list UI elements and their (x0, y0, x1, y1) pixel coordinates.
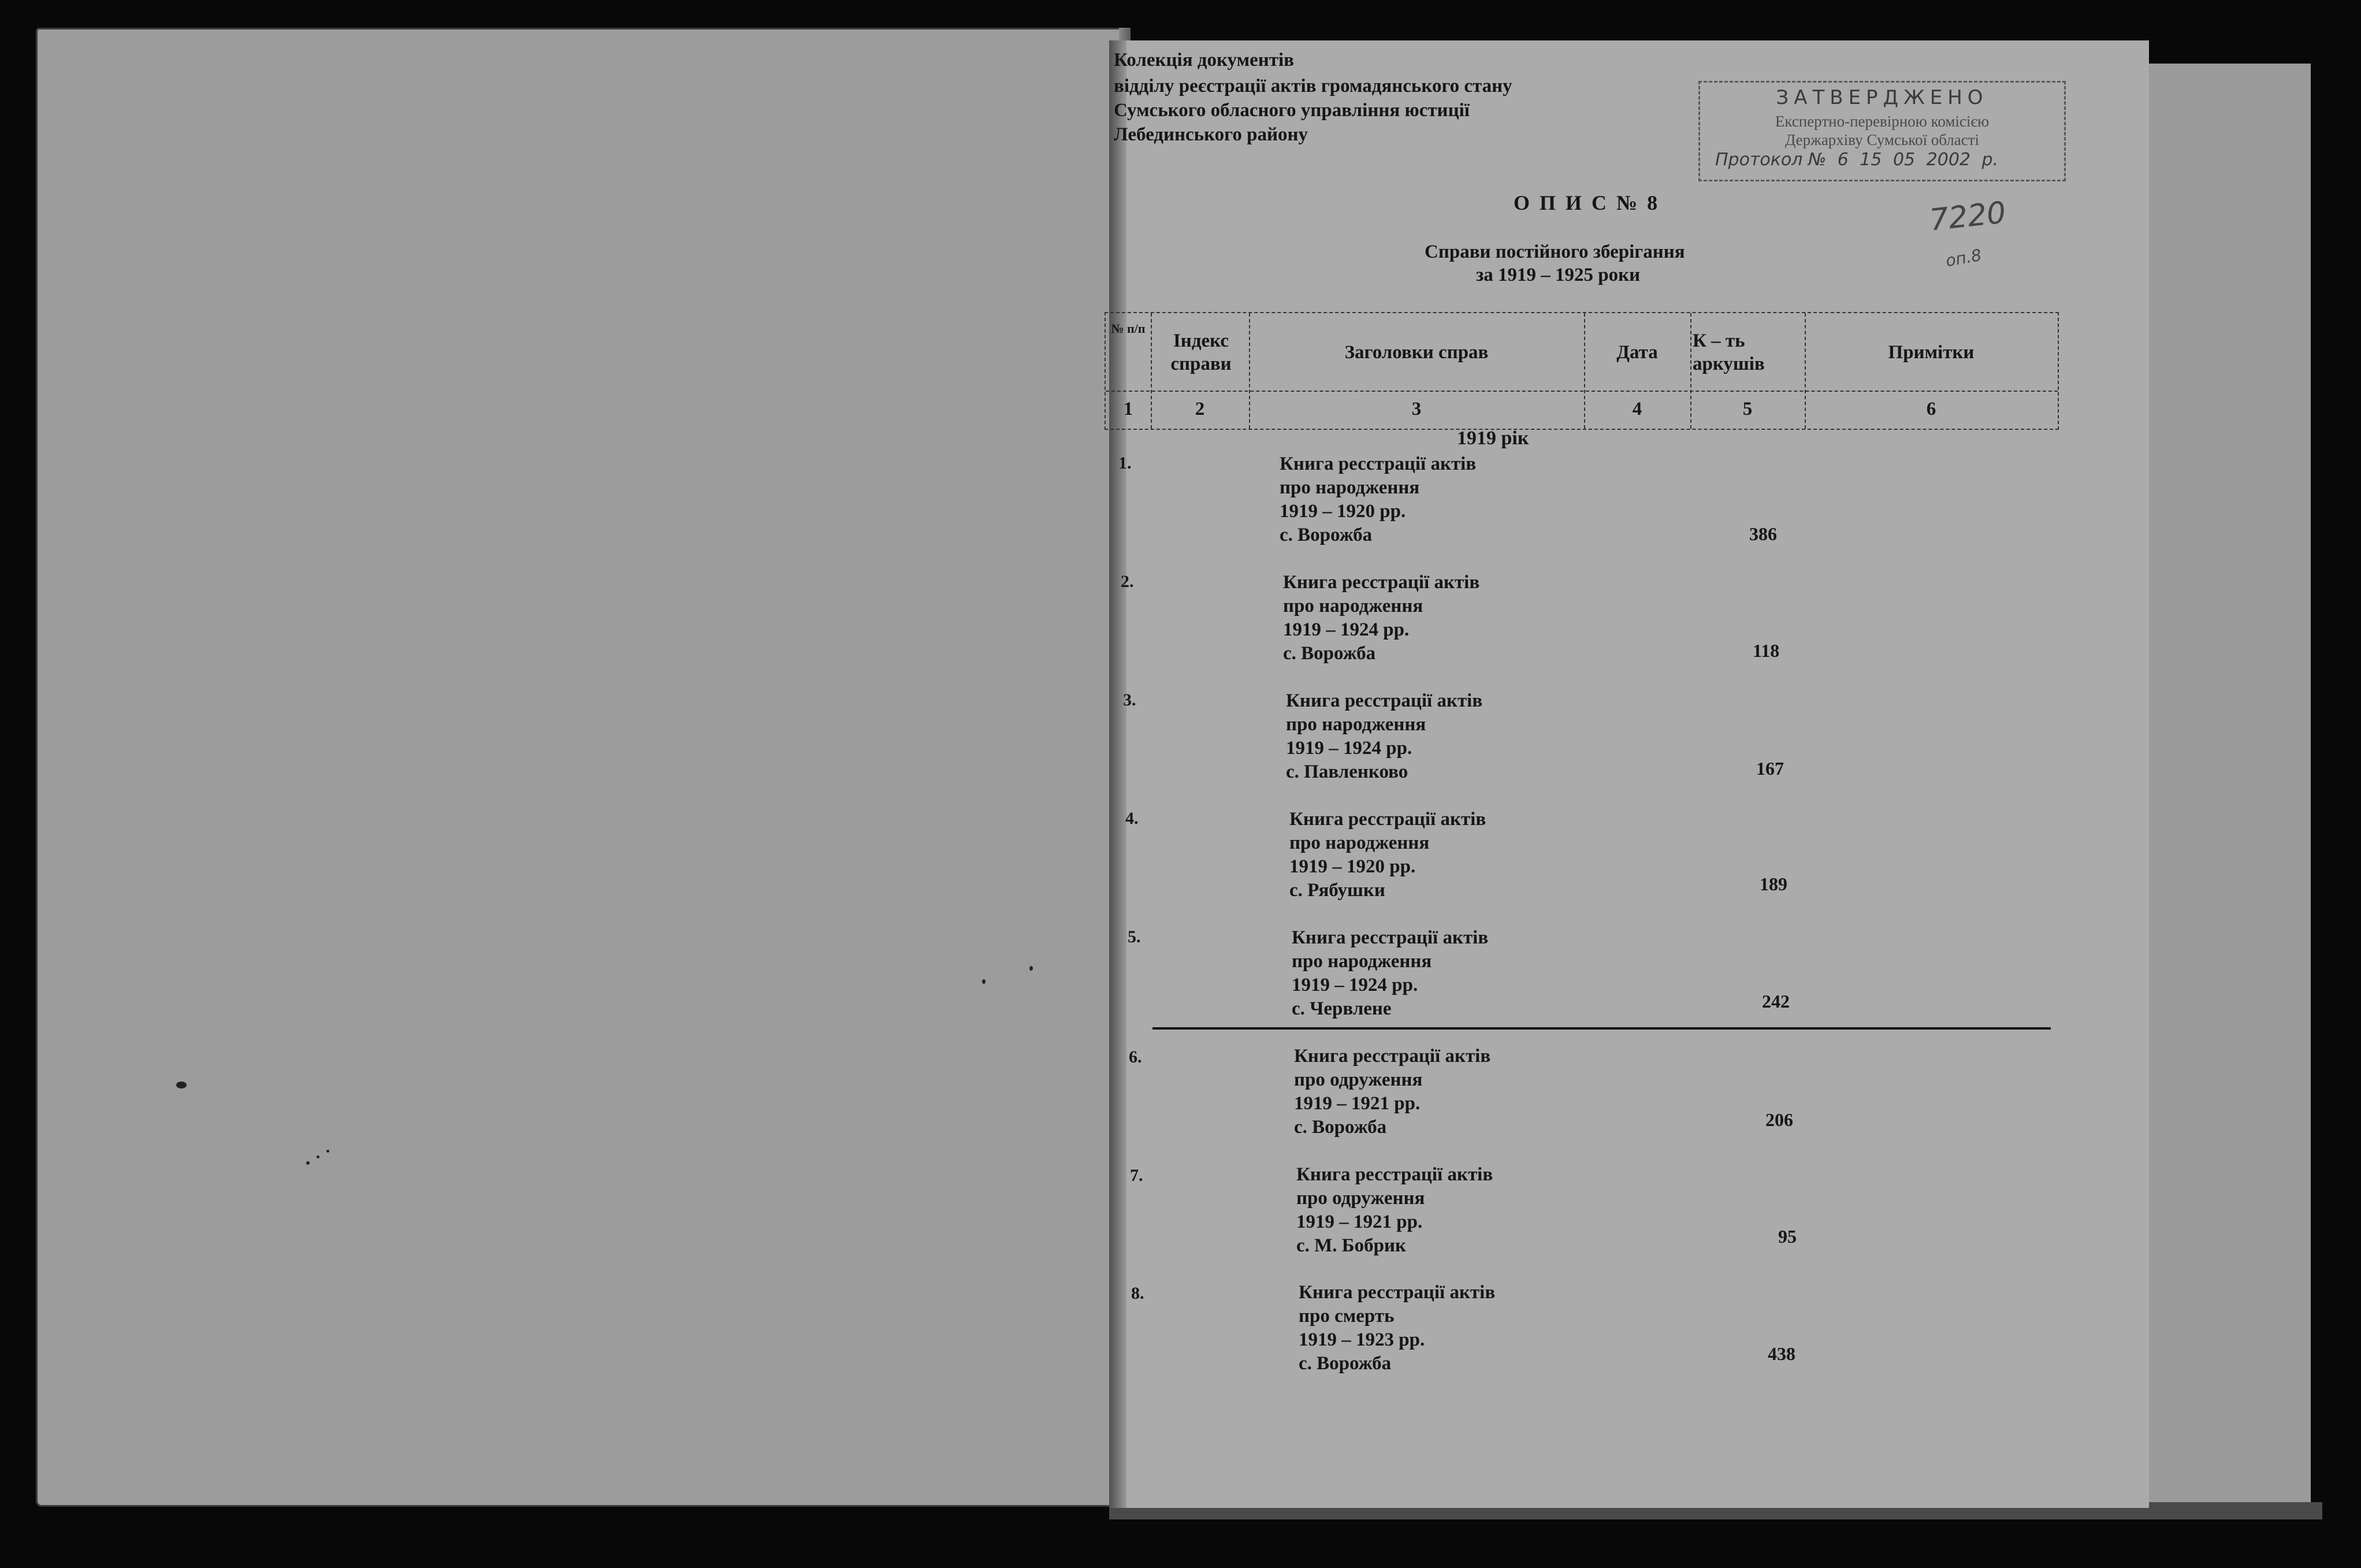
entry-sheets: 167 (1756, 758, 1784, 779)
col-header-title: Заголовки справ (1344, 342, 1489, 363)
entry-number: 8. (1131, 1284, 1144, 1303)
cover-speck (306, 1161, 310, 1165)
col-header-no: № п/п (1111, 321, 1146, 336)
entry-title-line-4: с. Рябушки (1289, 880, 1385, 901)
entry-title-line-1: Книга ресстрації актів (1299, 1282, 1496, 1303)
entry-title-line-1: Книга ресстрації актів (1289, 809, 1486, 830)
entry-title-line-3: 1919 – 1920 рр. (1280, 501, 1406, 522)
entry-title-line-4: с. Ворожба (1299, 1353, 1392, 1374)
entry-title-line-2: про народження (1289, 833, 1430, 853)
col-number: 4 (1632, 399, 1642, 419)
entry-number: 4. (1125, 809, 1139, 828)
year-heading: 1919 рік (1457, 428, 1529, 449)
entry-title-line-3: 1919 – 1921 рр. (1294, 1093, 1421, 1114)
col-header-date: Дата (1616, 342, 1658, 363)
entry-sheets: 189 (1760, 874, 1787, 894)
entry-sheets: 242 (1762, 991, 1790, 1012)
header-line-2: відділу реєстрації актів громадянського стану (1114, 76, 1512, 96)
col-header-sheets: К – ть аркушів (1693, 330, 1765, 374)
col-header-notes: Примітки (1888, 342, 1975, 363)
entry-number: 1. (1118, 454, 1132, 473)
entry-number: 5. (1128, 927, 1141, 946)
entry-title-line-4: с. Червлене (1292, 998, 1392, 1019)
col-number: 2 (1195, 399, 1205, 419)
header-line-3: Сумського обласного управління юстиції (1114, 100, 1470, 121)
document-title: О П И С № 8 (1514, 191, 1660, 214)
inventory-table-header (1105, 312, 2059, 430)
header-line-1: Колекція документів (1114, 50, 1294, 70)
entry-title-line-3: 1919 – 1924 рр. (1292, 975, 1418, 995)
entry-title-line-2: про народження (1286, 714, 1426, 735)
section-divider (1152, 1027, 2051, 1030)
entry-title-line-1: Книга ресстрації актів (1286, 690, 1483, 711)
page-binding (1109, 40, 1126, 1508)
entry-title-line-4: с. Ворожба (1283, 643, 1376, 664)
document-subtitle-1: Справи постійного зберігання (1425, 241, 1685, 262)
stamp-protocol (1712, 150, 2002, 170)
entry-title-line-2: про народження (1292, 951, 1432, 972)
entry-title-line-2: про народження (1283, 596, 1423, 616)
entry-number: 7. (1130, 1166, 1143, 1185)
entry-title-line-3: 1919 – 1921 рр. (1296, 1212, 1423, 1232)
entry-title-line-4: с. Павленково (1286, 761, 1408, 782)
entry-sheets: 206 (1765, 1109, 1793, 1130)
cover-speck (326, 1150, 329, 1153)
header-line-4: Лебединського району (1114, 124, 1308, 145)
col-number: 1 (1123, 399, 1133, 419)
entry-title-line-3: 1919 – 1920 рр. (1289, 856, 1416, 877)
entry-title-line-2: про одруження (1296, 1188, 1425, 1209)
entry-title-line-3: 1919 – 1923 рр. (1299, 1329, 1425, 1350)
entry-number: 3. (1123, 690, 1136, 709)
col-number: 3 (1411, 399, 1422, 419)
document-subtitle-2: за 1919 – 1925 роки (1476, 265, 1641, 285)
approval-stamp (1698, 81, 2066, 181)
entry-sheets: 386 (1749, 523, 1777, 544)
entry-title-line-1: Книга ресстрації актів (1280, 454, 1477, 474)
handwritten-code: 7220 (1928, 195, 2008, 238)
stamp-year: 2002 (1926, 150, 1971, 170)
entry-sheets: 438 (1768, 1343, 1795, 1364)
stamp-month: 05 (1892, 150, 1916, 170)
entry-title-line-4: с. М. Бобрик (1296, 1235, 1406, 1256)
col-number: 5 (1742, 399, 1753, 419)
entry-sheets: 118 (1753, 640, 1780, 661)
entry-number: 6. (1129, 1047, 1142, 1067)
entry-title-line-2: про смерть (1299, 1306, 1395, 1327)
cover-speck (176, 1082, 187, 1088)
entry-title-line-2: про одруження (1294, 1069, 1423, 1090)
stamp-line-3: Держархіву Сумської області (1784, 131, 1980, 148)
handwritten-note: оп.8 (1944, 245, 1983, 271)
stamp-title: ЗАТВЕРДЖЕНО (1776, 86, 1988, 109)
col-header-index: Індекс справи (1170, 330, 1232, 374)
entry-title-line-2: про народження (1280, 477, 1420, 498)
cover-speck (982, 979, 986, 984)
entry-title-line-4: с. Ворожба (1294, 1117, 1387, 1138)
entry-number: 2. (1121, 572, 1134, 591)
entry-sheets: 95 (1778, 1226, 1797, 1247)
entry-title-line-3: 1919 – 1924 рр. (1286, 738, 1412, 759)
entry-title-line-3: 1919 – 1924 рр. (1283, 619, 1410, 640)
folder-cover (36, 28, 1131, 1507)
stamp-suffix: р. (1981, 150, 1999, 170)
col-number: 6 (1926, 399, 1936, 419)
entry-title-line-1: Книга ресстрації актів (1292, 927, 1489, 948)
entry-title-line-1: Книга ресстрації актів (1283, 572, 1480, 593)
stamp-protocol-label: Протокол № (1715, 150, 1827, 170)
entry-title-line-1: Книга ресстрації актів (1294, 1046, 1491, 1067)
stamp-line-2: Експертно-перевірною комісією (1775, 113, 1990, 130)
cover-speck (317, 1155, 319, 1158)
stamp-day: 15 (1860, 150, 1882, 170)
entry-title-line-1: Книга ресстрації актів (1296, 1164, 1493, 1185)
cover-speck (1029, 966, 1033, 971)
stamp-protocol-no: 6 (1837, 150, 1849, 170)
entry-title-line-4: с. Ворожба (1280, 525, 1373, 545)
